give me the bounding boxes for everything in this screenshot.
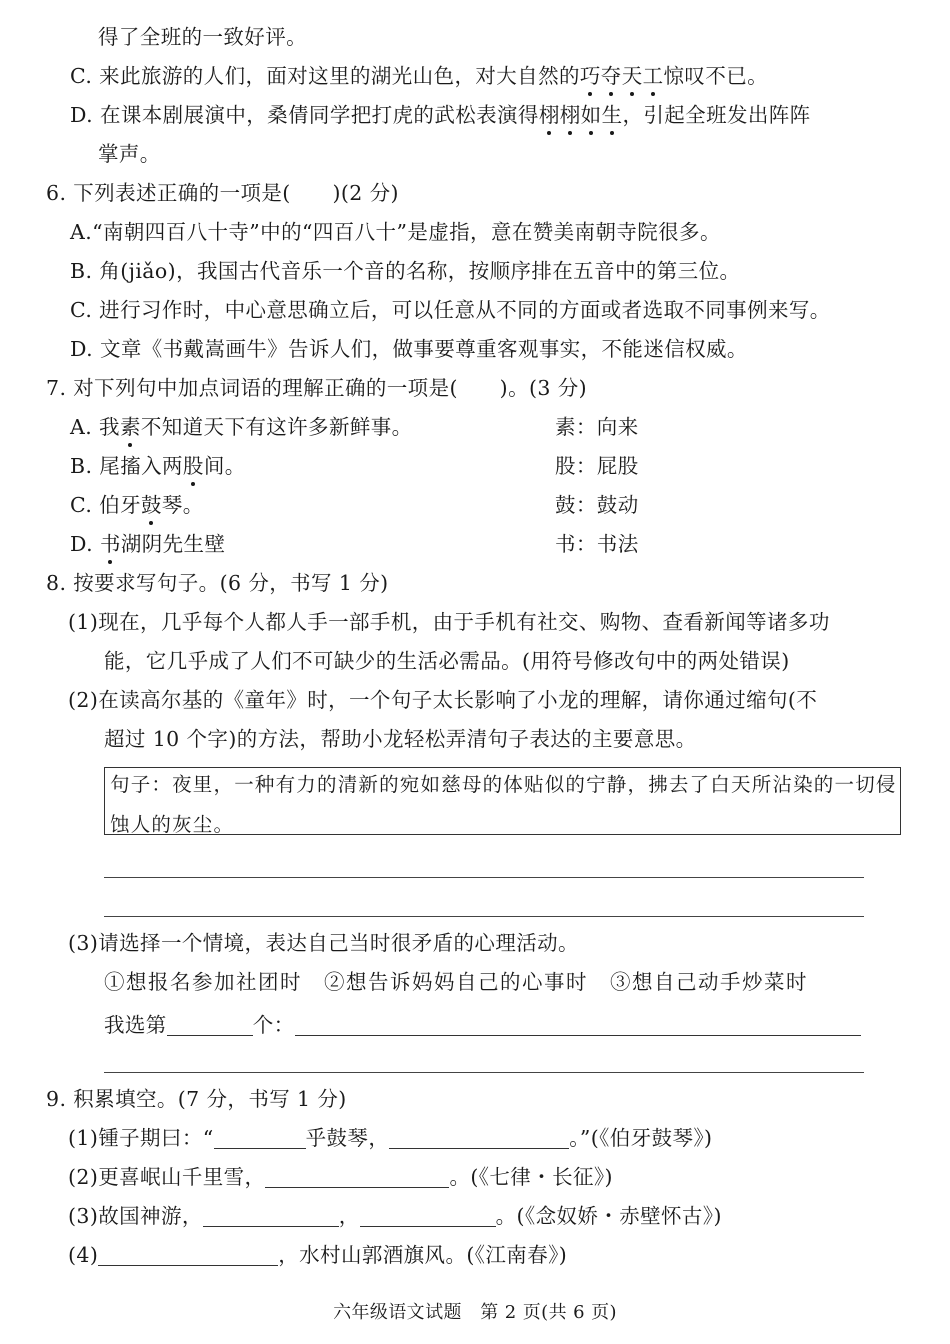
q9-line1-pre: (1)锺子期曰：“ — [68, 1126, 214, 1150]
q8-part1-line2: 能，它几乎成了人们不可缺少的生活必需品。(用符号修改句中的两处错误) — [104, 649, 790, 673]
q7-option-b-post: 间。 — [203, 454, 246, 478]
q7-option-d-post: 湖阴先生壁 — [120, 532, 226, 556]
dotted-char: 生 — [602, 100, 623, 130]
q9-line2 — [68, 1162, 613, 1192]
q8-part1-line1: (1)现在，几乎每个人都人手一部手机，由于手机有社交、购物、查看新闻等诸多功 — [68, 610, 830, 634]
q7-option-b-pre: B. 尾搐入两 — [70, 454, 183, 478]
q9-blank-4[interactable] — [203, 1204, 339, 1227]
q8-part2-line2: 超过 10 个字)的方法，帮助小龙轻松弄清句子表达的主要意思。 — [104, 727, 697, 751]
q5-option-c-text-end: 惊叹不已。 — [663, 64, 769, 88]
q7-option-d-dotted-word: 书 — [100, 529, 121, 559]
q5-option-d-text: D. 在课本剧展演中，桑倩同学把打虎的武松表演得 — [70, 103, 539, 127]
q9-line3 — [68, 1201, 722, 1231]
q8-part3: (3)请选择一个情境，表达自己当时很矛盾的心理活动。 — [68, 931, 579, 955]
q7-option-c — [70, 490, 204, 520]
q9-blank-5[interactable] — [360, 1204, 496, 1227]
q7-option-a-post: 不知道天下有这许多新鲜事。 — [140, 415, 413, 439]
q8-pick-label-end: 个： — [252, 1013, 295, 1037]
dotted-char: 工 — [643, 61, 664, 91]
q9-line3-pre: (3)故国神游， — [68, 1204, 203, 1228]
q6-option-b: B. 角(jiǎo)，我国古代音乐一个音的名称，按顺序排在五音中的第三位。 — [70, 259, 741, 283]
q9-line3-mid: ， — [338, 1204, 360, 1228]
q8-part3-answer-line[interactable] — [104, 1072, 864, 1073]
page-footer: 六年级语文试题 第 2 页(共 6 页) — [333, 1302, 617, 1323]
q8-stem: 8. 按要求写句子。(6 分，书写 1 分) — [46, 571, 389, 595]
q7-option-a-dotted-word: 素 — [120, 412, 141, 442]
q9-line1-post: 。”(《伯牙鼓琴》) — [569, 1126, 713, 1150]
q9-blank-6[interactable] — [98, 1243, 278, 1266]
q9-line1 — [68, 1123, 712, 1153]
q9-line3-post: 。(《念奴娇・赤壁怀古》) — [495, 1204, 722, 1228]
q7-option-b-dotted-word: 股 — [183, 451, 204, 481]
q5-option-d-text-end: ，引起全班发出阵阵 — [622, 103, 811, 127]
q9-blank-2[interactable] — [389, 1126, 569, 1149]
q5-option-d-continuation: 掌声。 — [98, 142, 161, 166]
q6-stem: 6. 下列表述正确的一项是( )(2 分) — [46, 181, 399, 205]
q5-option-d — [70, 100, 811, 130]
q9-line2-post: 。(《七律・长征》) — [449, 1165, 613, 1189]
q7-option-a — [70, 412, 413, 442]
q9-blank-3[interactable] — [265, 1165, 449, 1188]
dotted-char: 栩 — [560, 100, 581, 130]
q8-sentence-text: 句子：夜里，一种有力的清新的宛如慈母的体贴似的宁静，拂去了白天所沾染的一切侵蚀人的灰尘。 — [110, 773, 897, 836]
q7-option-a-answer: 素：向来 — [555, 415, 639, 439]
q9-line4 — [68, 1240, 567, 1270]
dotted-char: 栩 — [539, 100, 560, 130]
q7-option-b — [70, 451, 246, 481]
q7-option-b-answer: 股：屁股 — [555, 454, 639, 478]
dotted-char: 如 — [581, 100, 602, 130]
q9-line2-pre: (2)更喜岷山千里雪， — [68, 1165, 266, 1189]
q7-option-d — [70, 529, 225, 559]
q9-stem: 9. 积累填空。(7 分，书写 1 分) — [46, 1087, 347, 1111]
q8-part2-line1: (2)在读高尔基的《童年》时，一个句子太长影响了小龙的理解，请你通过缩句(不 — [68, 688, 818, 712]
q7-option-d-pre: D. — [70, 532, 100, 556]
q8-pick-answer-blank[interactable] — [295, 1013, 861, 1036]
q6-option-a: A.“南朝四百八十寺”中的“四百八十”是虚指，意在赞美南朝寺院很多。 — [70, 220, 721, 244]
dotted-char: 夺 — [601, 61, 622, 91]
dotted-char: 天 — [622, 61, 643, 91]
q7-option-c-pre: C. 伯牙 — [70, 493, 141, 517]
q9-blank-1[interactable] — [214, 1126, 306, 1149]
q7-option-c-post: 琴。 — [161, 493, 204, 517]
q8-part3-choices: ①想报名参加社团时 ②想告诉妈妈自己的心事时 ③想自己动手炒菜时 — [104, 970, 808, 994]
q6-option-c: C. 进行习作时，中心意思确立后，可以任意从不同的方面或者选取不同事例来写。 — [70, 298, 831, 322]
q5-option-c — [70, 61, 768, 91]
q8-answer-line-1[interactable] — [104, 877, 864, 878]
q7-option-d-answer: 书：书法 — [555, 532, 639, 556]
q7-option-c-answer: 鼓：鼓动 — [555, 493, 639, 517]
q6-option-d: D. 文章《书戴嵩画牛》告诉人们，做事要尊重客观事实，不能迷信权威。 — [70, 337, 748, 361]
q8-pick-row — [104, 1010, 861, 1040]
q9-line1-mid: 乎鼓琴， — [305, 1126, 390, 1150]
dotted-char: 巧 — [580, 61, 601, 91]
q5-option-b-continuation: 得了全班的一致好评。 — [98, 25, 307, 49]
q8-pick-label: 我选第 — [104, 1013, 167, 1037]
q7-option-a-pre: A. 我 — [70, 415, 120, 439]
q9-line4-post: ，水村山郭酒旗风。(《江南春》) — [278, 1243, 568, 1267]
q5-option-c-text: C. 来此旅游的人们，面对这里的湖光山色，对大自然的 — [70, 64, 580, 88]
q8-answer-line-2[interactable] — [104, 916, 864, 917]
q7-stem: 7. 对下列句中加点词语的理解正确的一项是( )。(3 分) — [46, 376, 588, 400]
q8-pick-blank[interactable] — [167, 1013, 253, 1036]
q5-option-c-dotted-phrase — [580, 64, 664, 88]
q5-option-d-dotted-phrase — [539, 103, 623, 127]
q9-line4-pre: (4) — [68, 1243, 99, 1267]
q7-option-c-dotted-word: 鼓 — [141, 490, 162, 520]
